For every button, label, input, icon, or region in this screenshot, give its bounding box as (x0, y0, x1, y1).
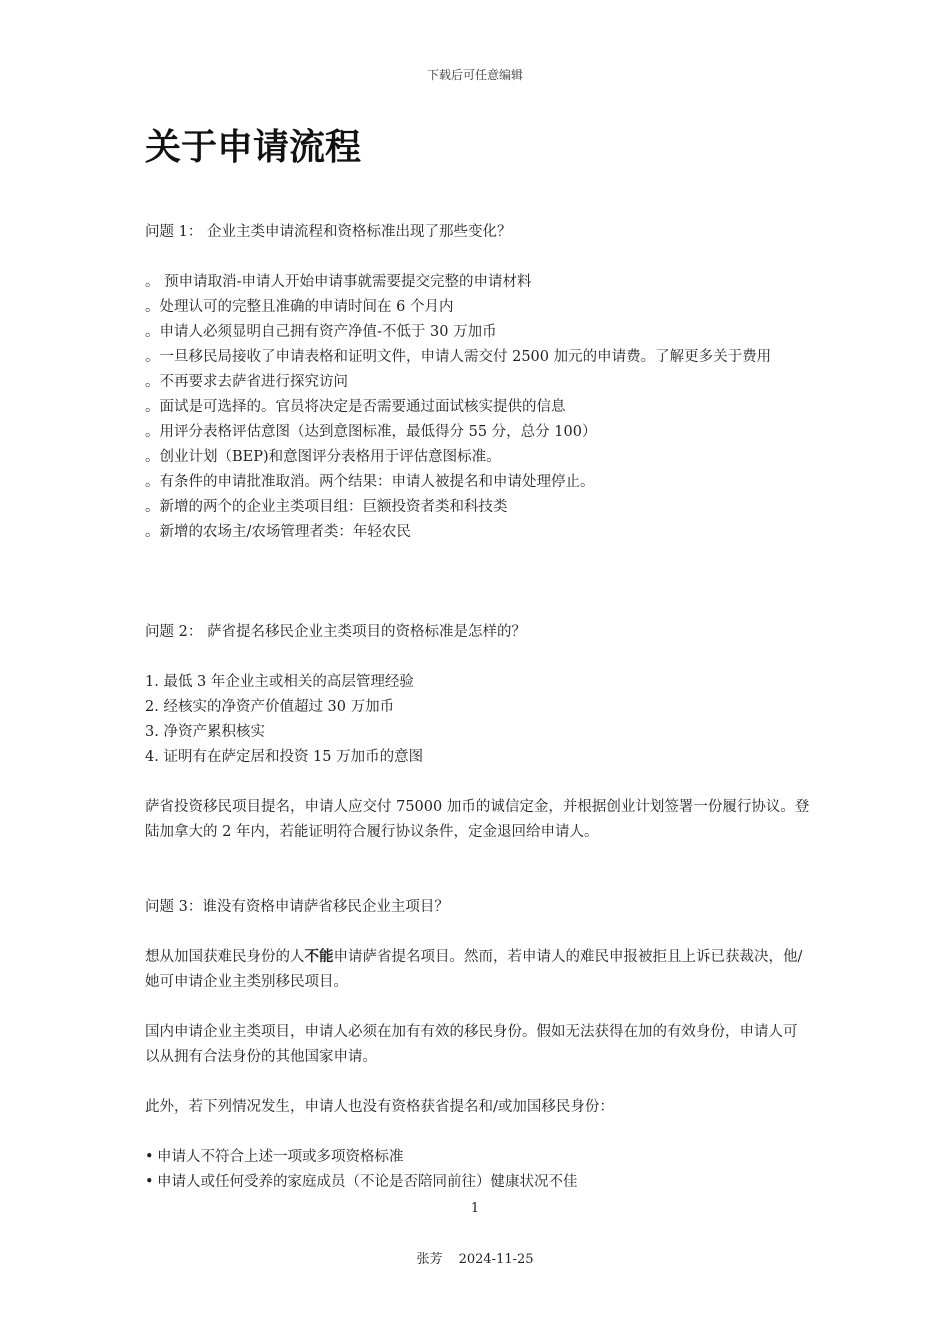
refugee-text-after: 申请萨省提名项目。然而，若申请人的难民申报被拒且上诉已获裁决，他/她可申请企业主类别移民项目。 (145, 949, 803, 990)
list-item: 4. 证明有在萨定居和投资 15 万加币的意图 (145, 749, 424, 765)
document-title: 关于申请流程 (145, 127, 362, 168)
page-number: 1 (470, 1201, 480, 1216)
document-body (145, 122, 810, 1195)
list-item: 。面试是可选择的。官员将决定是否需要通过面试核实提供的信息 (145, 399, 566, 415)
list-item: 。新增的两个的企业主类项目组：巨额投资者类和科技类 (145, 499, 508, 515)
question-3: 问题 3：谁没有资格申请萨省移民企业主项目？ (145, 899, 449, 915)
list-item: 。新增的农场主/农场管理者类：年轻农民 (145, 524, 411, 540)
list-item: 。申请人必须显明自己拥有资产净值-不低于 30 万加币 (145, 324, 497, 340)
question-1: 问题 1： 企业主类申请流程和资格标准出现了那些变化？ (145, 224, 512, 240)
bullet-icon: • (145, 1149, 154, 1165)
list-item: 。处理认可的完整且准确的申请时间在 6 个月内 (145, 299, 454, 315)
list-item: 。 预申请取消-申请人开始申请事就需要提交完整的申请材料 (145, 274, 532, 290)
footer-date: 2024-11-25 (458, 1252, 534, 1267)
page-footer (0, 1248, 950, 1267)
bullet-icon: • (145, 1174, 154, 1190)
deposit-paragraph: 萨省投资移民项目提名，申请人应交付 75000 加币的诚信定金，并根据创业计划签署一份履行协议。登陆加拿大的 2 年内，若能证明符合履行协议条件，定金退回给申请人。 (145, 799, 810, 840)
list-item: 。创业计划（BEP)和意图评分表格用于评估意图标准。 (145, 449, 501, 465)
list-item: 。不再要求去萨省进行探究访问 (145, 374, 348, 390)
list-item-text: 申请人或任何受养的家庭成员（不论是否陪同前往）健康状况不佳 (157, 1174, 578, 1190)
ineligible-list (145, 1145, 810, 1195)
list-item-text: 申请人不符合上述一项或多项资格标准 (157, 1149, 404, 1165)
question-2-list (145, 670, 810, 770)
list-item: 。用评分表格评估意图（达到意图标准，最低得分 55 分，总分 100） (145, 424, 597, 440)
list-item: 2. 经核实的净资产价值超过 30 万加币 (145, 699, 395, 715)
question-2: 问题 2： 萨省提名移民企业主类项目的资格标准是怎样的？ (145, 624, 526, 640)
list-item (145, 1145, 810, 1170)
question-1-list (145, 270, 810, 545)
list-item: 。有条件的申请批准取消。两个结果：申请人被提名和申请处理停止。 (145, 474, 595, 490)
list-item: 3. 净资产累积核实 (145, 724, 265, 740)
page-header: 下载后可任意编辑 (426, 68, 523, 82)
domestic-paragraph: 国内申请企业主类项目，申请人必须在加有有效的移民身份。假如无法获得在加的有效身份，申请人可以从拥有合法身份的其他国家申请。 (145, 1024, 798, 1065)
list-item: 1. 最低 3 年企业主或相关的高层管理经验 (145, 674, 414, 690)
refugee-text-bold: 不能 (304, 949, 334, 965)
ineligible-intro: 此外，若下列情况发生，申请人也没有资格获省提名和/或加国移民身份： (145, 1099, 614, 1115)
refugee-paragraph (145, 945, 810, 995)
list-item (145, 1170, 810, 1195)
refugee-text-before: 想从加国获难民身份的人 (145, 949, 305, 965)
footer-author: 张芳 (416, 1252, 443, 1267)
list-item: 。一旦移民局接收了申请表格和证明文件，申请人需交付 2500 加元的申请费。了解更多关于费用 (145, 349, 772, 365)
